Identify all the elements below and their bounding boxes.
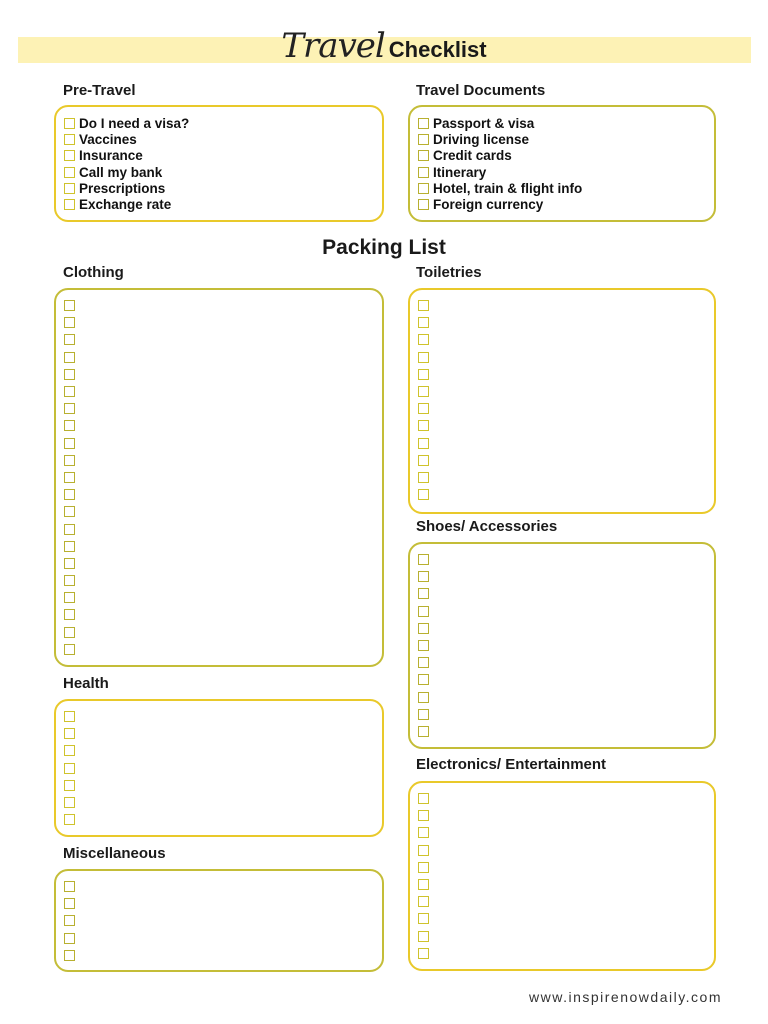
checkbox[interactable] — [418, 606, 429, 617]
shoes-accessories-checklist — [418, 551, 433, 740]
list-item[interactable] — [64, 417, 79, 434]
checkbox[interactable] — [64, 558, 75, 569]
list-item[interactable] — [418, 469, 433, 486]
checkbox[interactable] — [64, 134, 75, 145]
checkbox[interactable] — [418, 896, 429, 907]
list-item-label: Hotel, train & flight info — [433, 180, 583, 196]
list-item[interactable] — [418, 148, 582, 164]
list-item[interactable] — [64, 115, 189, 131]
list-item-label: Call my bank — [79, 164, 163, 180]
list-item[interactable] — [418, 486, 433, 503]
checkbox[interactable] — [418, 420, 429, 431]
checkbox[interactable] — [418, 118, 429, 129]
checkbox[interactable] — [418, 640, 429, 651]
clothing-box — [54, 288, 384, 667]
checkbox[interactable] — [418, 879, 429, 890]
list-item[interactable] — [418, 945, 433, 962]
list-item[interactable] — [64, 452, 79, 469]
checkbox[interactable] — [418, 948, 429, 959]
list-item[interactable] — [418, 842, 433, 859]
checkbox[interactable] — [64, 317, 75, 328]
list-item-label: Do I need a visa? — [79, 115, 190, 131]
page-title — [0, 26, 768, 66]
list-item[interactable] — [418, 383, 433, 400]
list-item[interactable] — [64, 589, 79, 606]
list-item[interactable] — [64, 624, 79, 641]
checkbox[interactable] — [418, 810, 429, 821]
list-item[interactable] — [64, 947, 79, 964]
checkbox[interactable] — [64, 489, 75, 500]
checkbox[interactable] — [418, 369, 429, 380]
list-item[interactable] — [418, 115, 582, 131]
list-item[interactable] — [64, 400, 79, 417]
electronics-entertainment-checklist — [418, 790, 433, 962]
toiletries-checklist — [418, 297, 433, 503]
list-item[interactable] — [64, 794, 79, 811]
checkbox[interactable] — [418, 793, 429, 804]
pre-travel-list — [64, 115, 189, 213]
checkbox[interactable] — [64, 763, 75, 774]
list-item[interactable] — [418, 568, 433, 585]
toiletries-heading: Toiletries — [416, 264, 482, 281]
list-item[interactable] — [418, 876, 433, 893]
toiletries-box — [408, 288, 716, 514]
checkbox[interactable] — [64, 898, 75, 909]
clothing-heading: Clothing — [63, 264, 124, 281]
list-item[interactable] — [64, 164, 189, 180]
list-item[interactable] — [418, 689, 433, 706]
checkbox[interactable] — [64, 524, 75, 535]
list-item[interactable] — [418, 366, 433, 383]
checkbox[interactable] — [64, 592, 75, 603]
list-item[interactable] — [418, 603, 433, 620]
list-item[interactable] — [418, 807, 433, 824]
list-item[interactable] — [64, 297, 79, 314]
list-item-label: Vaccines — [79, 131, 137, 147]
list-item[interactable] — [418, 349, 433, 366]
list-item[interactable] — [64, 555, 79, 572]
checkbox[interactable] — [64, 455, 75, 466]
list-item[interactable] — [418, 706, 433, 723]
electronics-entertainment-heading: Electronics/ Entertainment — [416, 756, 607, 773]
list-item[interactable] — [64, 878, 79, 895]
travel-documents-heading: Travel Documents — [416, 82, 546, 99]
list-item[interactable] — [64, 366, 79, 383]
list-item[interactable] — [64, 180, 189, 196]
travel-documents-list — [418, 115, 582, 213]
list-item[interactable] — [64, 725, 79, 742]
checkbox[interactable] — [64, 167, 75, 178]
list-item[interactable] — [64, 520, 79, 537]
checkbox[interactable] — [64, 745, 75, 756]
list-item[interactable] — [64, 148, 189, 164]
checkbox[interactable] — [64, 386, 75, 397]
checkbox[interactable] — [64, 199, 75, 210]
list-item[interactable] — [64, 606, 79, 623]
list-item[interactable] — [418, 164, 582, 180]
checkbox[interactable] — [418, 472, 429, 483]
clothing-checklist — [64, 297, 79, 658]
shoes-accessories-heading: Shoes/ Accessories — [416, 518, 558, 535]
checkbox[interactable] — [418, 571, 429, 582]
list-item-label: Credit cards — [433, 148, 512, 164]
list-item-label: Insurance — [79, 148, 143, 164]
list-item[interactable] — [64, 760, 79, 777]
checkbox[interactable] — [418, 183, 429, 194]
list-item[interactable] — [64, 641, 79, 658]
checkbox[interactable] — [418, 692, 429, 703]
list-item[interactable] — [418, 180, 582, 196]
list-item[interactable] — [418, 910, 433, 927]
list-item[interactable] — [418, 297, 433, 314]
pre-travel-heading: Pre-Travel — [63, 82, 136, 99]
checkbox[interactable] — [64, 369, 75, 380]
list-item[interactable] — [418, 331, 433, 348]
list-item[interactable] — [418, 637, 433, 654]
list-item[interactable] — [418, 824, 433, 841]
list-item[interactable] — [418, 400, 433, 417]
checkbox[interactable] — [418, 489, 429, 500]
checkbox[interactable] — [64, 881, 75, 892]
health-box — [54, 699, 384, 837]
checkbox[interactable] — [418, 862, 429, 873]
list-item-label: Itinerary — [433, 164, 487, 180]
list-item[interactable] — [64, 349, 79, 366]
list-item[interactable] — [64, 196, 189, 212]
list-item[interactable] — [418, 654, 433, 671]
list-item[interactable] — [418, 723, 433, 740]
list-item[interactable] — [418, 452, 433, 469]
checkbox[interactable] — [418, 674, 429, 685]
list-item[interactable] — [418, 928, 433, 945]
checkbox[interactable] — [418, 134, 429, 145]
miscellaneous-box — [54, 869, 384, 972]
checkbox[interactable] — [64, 711, 75, 722]
checkbox[interactable] — [418, 352, 429, 363]
checkbox[interactable] — [64, 300, 75, 311]
list-item[interactable] — [64, 383, 79, 400]
checkbox[interactable] — [64, 438, 75, 449]
checkbox[interactable] — [64, 575, 75, 586]
list-item[interactable] — [64, 131, 189, 147]
list-item[interactable] — [64, 912, 79, 929]
checkbox[interactable] — [418, 386, 429, 397]
list-item-label: Prescriptions — [79, 180, 166, 196]
checkbox[interactable] — [64, 420, 75, 431]
list-item[interactable] — [64, 708, 79, 725]
title-bold: Checklist — [388, 37, 487, 62]
travel-documents-box — [408, 105, 716, 222]
checkbox[interactable] — [64, 334, 75, 345]
health-checklist — [64, 708, 79, 828]
list-item[interactable] — [64, 486, 79, 503]
health-heading: Health — [63, 675, 109, 692]
list-item[interactable] — [418, 893, 433, 910]
list-item[interactable] — [418, 585, 433, 602]
shoes-accessories-box — [408, 542, 716, 749]
checkbox[interactable] — [64, 728, 75, 739]
pre-travel-box — [54, 105, 384, 222]
list-item-label: Exchange rate — [79, 197, 172, 213]
checkbox[interactable] — [64, 403, 75, 414]
checkbox[interactable] — [64, 506, 75, 517]
checkbox[interactable] — [418, 403, 429, 414]
checkbox[interactable] — [418, 150, 429, 161]
checkbox[interactable] — [64, 352, 75, 363]
checkbox[interactable] — [64, 609, 75, 620]
list-item[interactable] — [418, 790, 433, 807]
footer-url: www.inspirenowdaily.com — [529, 989, 722, 1005]
checkbox[interactable] — [64, 150, 75, 161]
checkbox[interactable] — [418, 623, 429, 634]
list-item[interactable] — [418, 620, 433, 637]
list-item[interactable] — [64, 538, 79, 555]
list-item[interactable] — [64, 572, 79, 589]
checkbox[interactable] — [418, 845, 429, 856]
checkbox[interactable] — [418, 931, 429, 942]
miscellaneous-heading: Miscellaneous — [63, 845, 166, 862]
list-item-label: Passport & visa — [433, 115, 535, 131]
checkbox[interactable] — [64, 780, 75, 791]
checkbox[interactable] — [418, 317, 429, 328]
list-item[interactable] — [418, 196, 582, 212]
list-item[interactable] — [418, 859, 433, 876]
list-item[interactable] — [64, 811, 79, 828]
list-item[interactable] — [64, 331, 79, 348]
list-item[interactable] — [64, 895, 79, 912]
list-item[interactable] — [64, 314, 79, 331]
list-item-label: Foreign currency — [433, 197, 544, 213]
packing-list-title: Packing List — [322, 236, 446, 259]
list-item[interactable] — [64, 435, 79, 452]
electronics-entertainment-box — [408, 781, 716, 971]
checkbox[interactable] — [418, 709, 429, 720]
checkbox[interactable] — [418, 913, 429, 924]
checkbox[interactable] — [418, 167, 429, 178]
checkbox[interactable] — [418, 334, 429, 345]
checkbox[interactable] — [418, 455, 429, 466]
checkbox[interactable] — [418, 827, 429, 838]
list-item[interactable] — [64, 777, 79, 794]
checkbox[interactable] — [64, 644, 75, 655]
checkbox[interactable] — [64, 118, 75, 129]
list-item[interactable] — [418, 435, 433, 452]
checkbox[interactable] — [418, 438, 429, 449]
list-item[interactable] — [64, 503, 79, 520]
checkbox[interactable] — [64, 472, 75, 483]
checkbox[interactable] — [418, 199, 429, 210]
checkbox[interactable] — [64, 183, 75, 194]
checkbox[interactable] — [418, 657, 429, 668]
checkbox[interactable] — [64, 950, 75, 961]
checkbox[interactable] — [418, 588, 429, 599]
checkbox[interactable] — [64, 541, 75, 552]
checkbox[interactable] — [64, 814, 75, 825]
list-item[interactable] — [418, 417, 433, 434]
list-item[interactable] — [418, 314, 433, 331]
checkbox[interactable] — [418, 726, 429, 737]
list-item-label: Driving license — [433, 131, 530, 147]
list-item[interactable] — [64, 742, 79, 759]
checkbox[interactable] — [64, 933, 75, 944]
checkbox[interactable] — [64, 797, 75, 808]
title-script: Travel — [281, 26, 385, 66]
list-item[interactable] — [64, 930, 79, 947]
list-item[interactable] — [418, 131, 582, 147]
list-item[interactable] — [418, 551, 433, 568]
list-item[interactable] — [418, 671, 433, 688]
checkbox[interactable] — [418, 554, 429, 565]
miscellaneous-checklist — [64, 878, 79, 964]
checkbox[interactable] — [64, 627, 75, 638]
list-item[interactable] — [64, 469, 79, 486]
checkbox[interactable] — [418, 300, 429, 311]
checkbox[interactable] — [64, 915, 75, 926]
